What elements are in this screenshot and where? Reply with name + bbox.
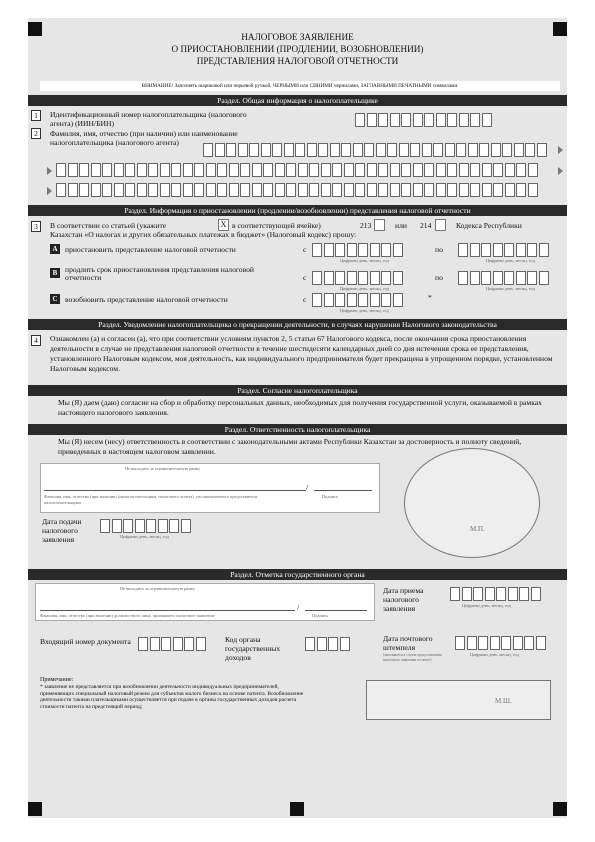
option-b-to: по (435, 273, 443, 282)
taxpayer-slash: / (306, 483, 309, 492)
submission-date-cells[interactable] (100, 519, 191, 533)
postmark-date-cells[interactable] (455, 636, 546, 650)
stamp-box-label: М.Ш. (495, 697, 512, 705)
option-c-from-date[interactable] (312, 293, 403, 307)
receipt-date-label: Дата приема налогового заявления (383, 586, 424, 613)
option-a-to-hint: Цифрами день, месяц, год (486, 258, 535, 263)
stamp-box (366, 680, 551, 720)
article-text-c: Кодекса Республики (456, 221, 522, 230)
incoming-number-label: Входящий номер документа (40, 637, 131, 646)
article-checkbox-x[interactable]: X (218, 219, 229, 231)
taxpayer-signature-caption: Подпись (322, 494, 339, 499)
article-or: или (395, 221, 407, 230)
org-code-label: Код органа государственных доходов (225, 635, 281, 662)
article-214-checkbox[interactable] (435, 219, 446, 231)
incoming-number-cells[interactable] (138, 637, 206, 651)
taxpayer-box-note: Не выходить за ограничительную рамку (125, 466, 201, 471)
warning-banner: ВНИМАНИЕ! Заполнять шариковой или перьевой ручкой, ЧЕРНЫМИ или СИНИМИ чернилами, ЗАГЛАВНЫМИ ПЕЧАТНЫМИ символами. (40, 81, 560, 91)
name-cells-row1[interactable] (203, 143, 547, 157)
option-c-from: с (303, 295, 307, 304)
section-state-body-header: Раздел. Отметка государственного органа (28, 569, 567, 580)
article-text-a: В соответствии со статьей (укажите (50, 221, 167, 230)
responsibility-text: Мы (Я) несем (несу) ответственность в соответствии с законодательными актами Республики Казахстан за достоверность и полноту сведений, приведенных в настоящем налоговом заявлении. (58, 437, 522, 456)
taxpayer-name-line (44, 490, 306, 491)
option-c-label: возобновить представление налоговой отчетности (65, 295, 228, 304)
section-suspension-header: Раздел. Информация о приостановлении (продлении/возобновлении) представления налоговой отчетности (28, 205, 567, 216)
receipt-date-cells[interactable] (450, 587, 541, 601)
iin-bin-label: Идентификационный номер налогоплательщика (налогового агента) (ИИН/БИН) (50, 110, 247, 128)
taxpayer-name-caption: Фамилия, имя, отчество (при наличии) (налогоплательщика, налогового агента), уполномоченного представителя налогоплательщика (44, 494, 258, 505)
option-a-from-date[interactable] (312, 243, 403, 257)
corner-marker-br (553, 802, 567, 816)
official-name-caption: Фамилия, имя, отчество (при наличии) должностного лица, принявшего налоговое заявление (40, 613, 215, 618)
option-b-from-hint: Цифрами день, месяц, год (340, 286, 389, 291)
option-b-to-date[interactable] (458, 271, 549, 285)
org-code-cells[interactable] (305, 637, 350, 651)
item-number-3: 3 (31, 221, 41, 232)
official-signature-line (305, 610, 367, 611)
option-b-label: продлить срок приостановления представления налоговой отчетности (65, 265, 254, 282)
postmark-date-hint: Цифрами день, месяц, год (470, 652, 519, 657)
stamp-label: М.П. (470, 525, 485, 533)
name-label: Фамилия, имя, отчество (при наличии) или наименование налогоплательщика (налогового агента) (50, 129, 238, 147)
option-b-to-hint: Цифрами день, месяц, год (486, 286, 535, 291)
option-b-marker: B (50, 268, 60, 278)
option-b-from-date[interactable] (312, 271, 403, 285)
section-responsibility-header: Раздел. Ответственность налогоплательщика (28, 424, 567, 435)
continuation-arrow-icon (558, 146, 563, 154)
article-text-d: Казахстан «О налогах и других обязательных платежах в бюджет» (Налоговый кодекс) прошу: (50, 230, 357, 239)
item-number-2: 2 (31, 128, 41, 139)
option-b-from: с (303, 273, 307, 282)
option-a-to-date[interactable] (458, 243, 549, 257)
article-text-b: в соответствующей ячейке) (232, 221, 321, 230)
corner-marker-bm (290, 802, 304, 816)
submission-date-label: Дата подачи налогового заявления (42, 517, 82, 544)
name-cells-row2[interactable] (56, 163, 538, 177)
form-title-line3: ПРЕДСТАВЛЕНИЯ НАЛОГОВОЙ ОТЧЕТНОСТИ (196, 56, 399, 66)
form-title-line1: НАЛОГОВОЕ ЗАЯВЛЕНИЕ (241, 32, 354, 42)
section-general-info-header: Раздел. Общая информация о налогоплательщике (28, 95, 567, 106)
item-number-1: 1 (31, 110, 41, 121)
option-a-from: с (303, 245, 307, 254)
official-name-line (40, 610, 295, 611)
postmark-note: (заполняется в случае предоставления налогового заявления по почте) (383, 653, 442, 662)
section-termination-header: Раздел. Уведомление налогоплательщика о прекращении деятельности, в случаях нарушения Налогового законодательства (28, 319, 567, 330)
article-214: 214 (420, 221, 432, 230)
official-box-note: Не выходить за ограничительную рамку (120, 586, 196, 591)
form-title-line2: О ПРИОСТАНОВЛЕНИИ (ПРОДЛЕНИИ, ВОЗОБНОВЛЕНИИ) (171, 44, 424, 54)
option-c-marker: C (50, 294, 60, 304)
stamp-circle (404, 448, 540, 558)
termination-text: Ознакомлен (а) и согласен (а), что при соответствии условиям пунктов 2, 5 статьи 67 Налогового кодекса, после окончания срока приостановления деятельности в случае не представления налоговой отчетности в течение шестидесяти календарных дней со дня истечения срока ее представления, установленного Налоговым кодексом, моя деятельность, как индивидуального предпринимателя будет прекращена в упрощенном порядке, установленном Налоговым кодексом. (50, 334, 553, 373)
option-a-marker: A (50, 244, 60, 254)
receipt-date-hint: Цифрами день, месяц, год (462, 603, 511, 608)
iin-bin-cells[interactable] (355, 113, 492, 127)
name-cells-row3[interactable] (56, 183, 538, 197)
option-a-from-hint: Цифрами день, месяц, год (340, 258, 389, 263)
article-213: 213 (360, 221, 372, 230)
article-213-checkbox[interactable] (374, 219, 385, 231)
consent-text: Мы (Я) даем (даю) согласие на сбор и обработку персональных данных, необходимых для получения государственной услуги, оказываемой в рамках настоящего налогового заявления. (58, 398, 542, 417)
option-c-from-hint: Цифрами день, месяц, год (340, 308, 389, 313)
official-slash: / (297, 603, 300, 612)
option-a-to: по (435, 245, 443, 254)
continuation-arrow-icon (47, 187, 52, 195)
option-c-asterisk: * (428, 293, 432, 302)
taxpayer-signature-line (314, 490, 372, 491)
corner-marker-bl (28, 802, 42, 816)
option-a-label: приостановить представление налоговой отчетности (65, 245, 236, 254)
notes-title: Примечание: (40, 677, 74, 683)
continuation-arrow-icon (47, 167, 52, 175)
notes-text: * заявление не представляется при возобновлении деятельности индивидуальных предпринимателей, применяющих специальный налоговый режим для субъектов малого бизнеса на основе патента. Возобновление деятельности такими плательщиками осуществляется при подаче в органы государственных доходов расчета стоимости патента на предстоящий период; (40, 684, 304, 710)
item-number-4: 4 (31, 335, 41, 346)
section-consent-header: Раздел. Согласие налогоплательщика (28, 385, 567, 396)
postmark-date-label: Дата почтового штемпеля (383, 634, 433, 652)
official-signature-caption: Подпись (312, 613, 329, 618)
submission-date-hint: Цифрами день, месяц, год (120, 534, 169, 539)
continuation-arrow-icon (558, 167, 563, 175)
